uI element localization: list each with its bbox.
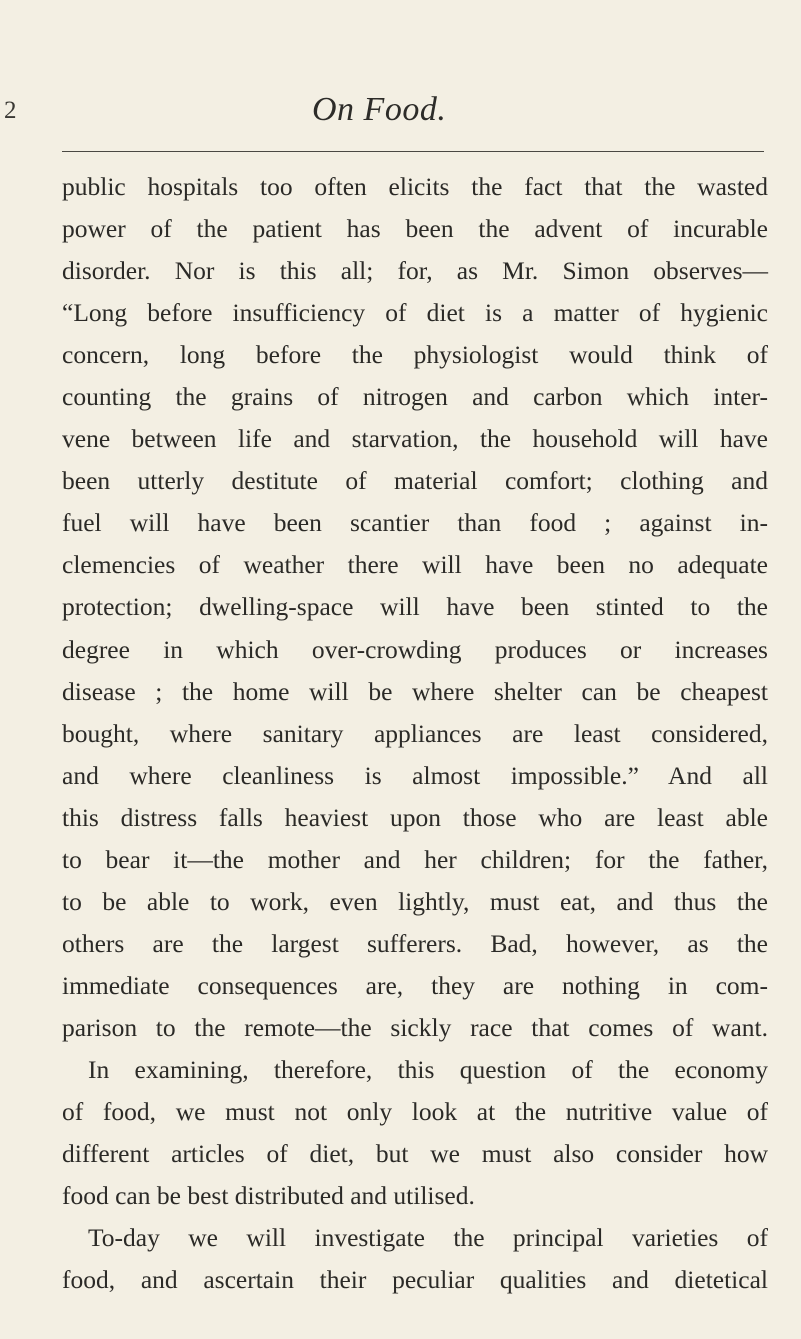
text-line: disease ; the home will be where shelter can be cheapest <box>62 676 768 706</box>
text-line: to be able to work, even lightly, must eat, and thus the <box>62 886 768 916</box>
text-line: In examining, therefore, this question of the economy <box>88 1054 768 1084</box>
text-line: this distress falls heaviest upon those who are least able <box>62 802 768 832</box>
text-line: parison to the remote—the sickly race that comes of want. <box>62 1012 768 1042</box>
text-line: concern, long before the physiologist would think of <box>62 340 768 370</box>
text-line: immediate consequences are, they are nothing in com- <box>62 970 768 1000</box>
text-line: power of the patient has been the advent of incurable <box>62 214 768 244</box>
text-line: and where cleanliness is almost impossible.” And all <box>62 760 768 790</box>
text-line: fuel will have been scantier than food ; against in- <box>62 508 768 538</box>
text-line: different articles of diet, but we must also consider how <box>62 1139 768 1169</box>
text-line: degree in which over-crowding produces or increases <box>62 634 768 664</box>
text-line: To-day we will investigate the principal varieties of <box>88 1223 768 1253</box>
text-line: bought, where sanitary appliances are least considered, <box>62 718 768 748</box>
running-head-title: On Food. <box>312 91 447 128</box>
body-text <box>62 166 768 1301</box>
text-line: disorder. Nor is this all; for, as Mr. Simon observes— <box>62 256 768 286</box>
page-number: 2 <box>4 97 17 124</box>
text-line: counting the grains of nitrogen and carbon which inter- <box>62 382 768 412</box>
text-line: to bear it—the mother and her children; for the father, <box>62 844 768 874</box>
text-line: vene between life and starvation, the household will have <box>62 424 768 454</box>
header-rule <box>62 151 764 152</box>
text-line: public hospitals too often elicits the fact that the wasted <box>62 172 768 201</box>
text-line: “Long before insufficiency of diet is a matter of hygienic <box>62 298 768 328</box>
text-line: food, and ascertain their peculiar qualities and dietetical <box>62 1265 768 1295</box>
text-line: clemencies of weather there will have been no adequate <box>62 550 768 580</box>
text-line: others are the largest sufferers. Bad, however, as the <box>62 928 768 958</box>
text-line: of food, we must not only look at the nutritive value of <box>62 1097 768 1127</box>
text-line: food can be best distributed and utilised. <box>62 1181 475 1211</box>
text-line: protection; dwelling-space will have been stinted to the <box>62 592 768 622</box>
text-line: been utterly destitute of material comfort; clothing and <box>62 466 768 496</box>
